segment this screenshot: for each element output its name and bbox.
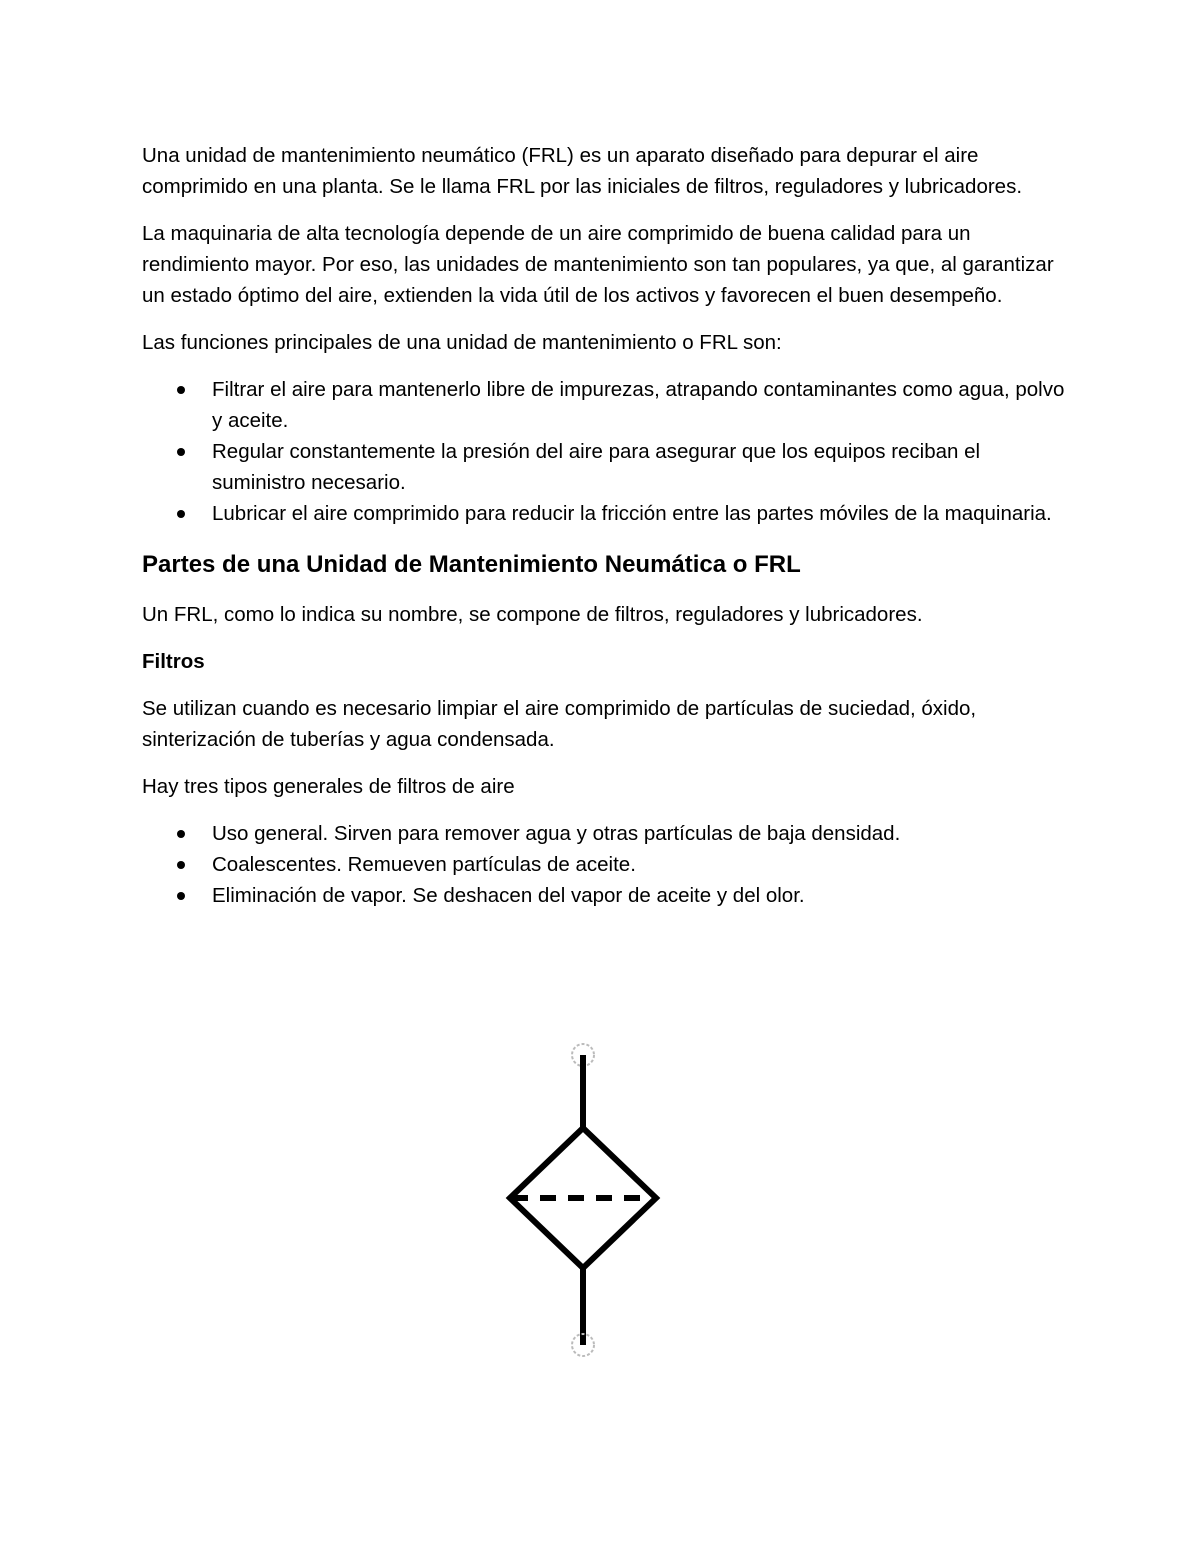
filters-paragraph-2: Hay tres tipos generales de filtros de aire: [142, 775, 515, 798]
section-heading: Partes de una Unidad de Mantenimiento Neumática o FRL: [142, 551, 801, 578]
list-item: Uso general. Sirven para remover agua y otras partículas de baja densidad.: [212, 818, 1072, 849]
section-intro: Un FRL, como lo indica su nombre, se compone de filtros, reguladores y lubricadores.: [142, 603, 923, 626]
list-item: Coalescentes. Remueven partículas de aceite.: [212, 849, 1072, 880]
list-item: Regular constantemente la presión del aire para asegurar que los equipos reciban el suministro necesario.: [212, 436, 1072, 498]
filter-types-list: [142, 818, 1072, 911]
document-body: [142, 140, 1072, 927]
functions-list: [142, 374, 1072, 529]
list-item: Filtrar el aire para mantenerlo libre de impurezas, atrapando contaminantes como agua, polvo y aceite.: [212, 374, 1072, 436]
intro-paragraph-3: Las funciones principales de una unidad de mantenimiento o FRL son:: [142, 331, 782, 354]
intro-paragraph-1: Una unidad de mantenimiento neumático (FRL) es un aparato diseñado para depurar el aire comprimido en una planta. Se le llama FRL por las iniciales de filtros, reguladores y lubricadores.: [142, 144, 1023, 198]
subsection-heading: Filtros: [142, 650, 205, 673]
intro-paragraph-2: La maquinaria de alta tecnología depende de un aire comprimido de buena calidad para un rendimiento mayor. Por eso, las unidades de mantenimiento son tan populares, ya que, al garantizar un estado óptimo del aire, extienden la vida útil de los activos y favorecen el buen desempeño.: [142, 222, 1054, 307]
filter-symbol-diagram: [490, 1030, 680, 1375]
filters-paragraph-1: Se utilizan cuando es necesario limpiar el aire comprimido de partículas de suciedad, óxido, sinterización de tuberías y agua condensada.: [142, 697, 977, 751]
list-item: Lubricar el aire comprimido para reducir la fricción entre las partes móviles de la maquinaria.: [212, 498, 1072, 529]
list-item: Eliminación de vapor. Se deshacen del vapor de aceite y del olor.: [212, 880, 1072, 911]
